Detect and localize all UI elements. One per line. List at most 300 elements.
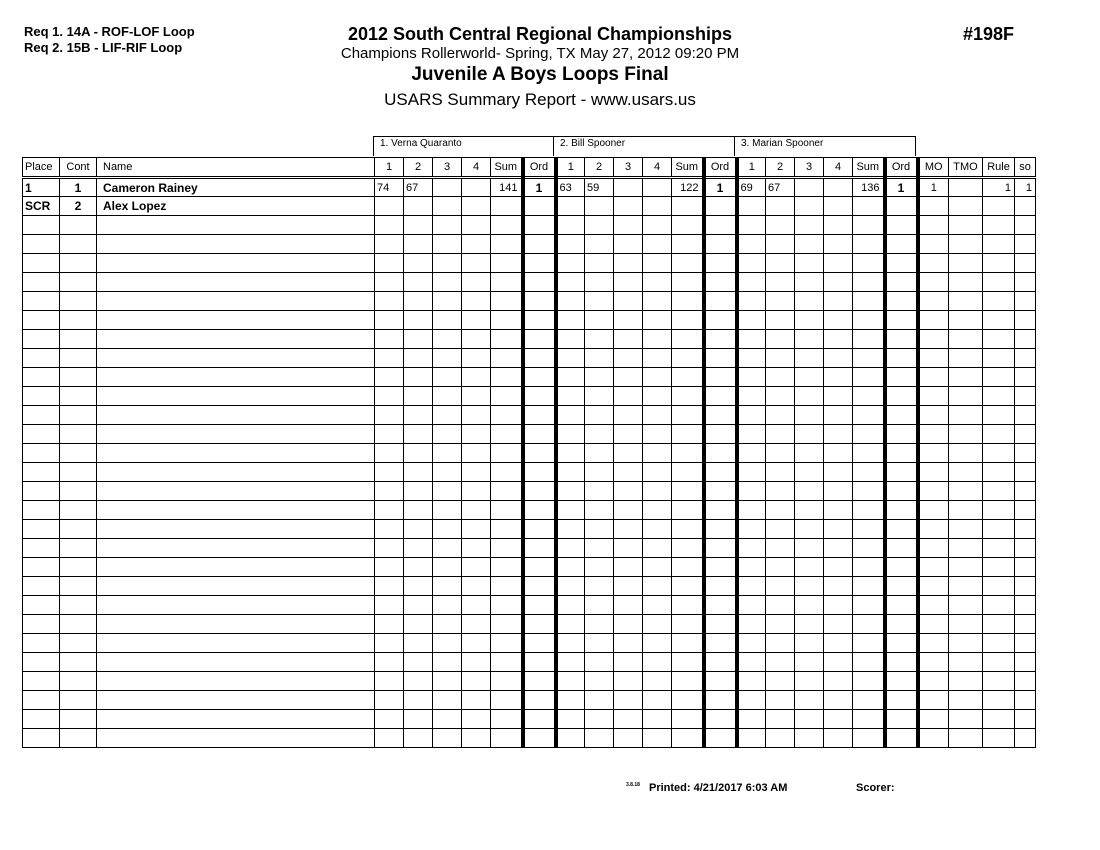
j1-score-6-cell: 1	[523, 178, 556, 197]
j1-score-5-cell	[491, 653, 523, 672]
j3-score-5-cell	[853, 311, 885, 330]
j2-score-1-cell	[556, 387, 585, 406]
rule-cell	[983, 577, 1015, 596]
tmo-cell	[949, 691, 983, 710]
j1-score-5-cell	[491, 501, 523, 520]
venue-date: Champions Rollerworld- Spring, TX May 27, 2012 09:20 PM	[340, 45, 740, 62]
j1-score-6-cell	[523, 368, 556, 387]
mo-cell	[918, 577, 949, 596]
col-j1-sum: Sum	[491, 158, 523, 178]
j1-score-2-cell	[404, 615, 433, 634]
j3-score-2-cell	[766, 425, 795, 444]
skater-name-cell	[97, 577, 375, 596]
so-cell	[1015, 235, 1036, 254]
rule-cell	[983, 482, 1015, 501]
skater-name-cell	[97, 216, 375, 235]
tmo-cell	[949, 254, 983, 273]
j1-score-2-cell	[404, 577, 433, 596]
j2-score-6-cell	[704, 330, 737, 349]
j2-score-2-cell	[585, 349, 614, 368]
j1-score-4-cell	[462, 387, 491, 406]
j2-score-5-cell	[672, 501, 704, 520]
j2-score-1-cell	[556, 254, 585, 273]
j2-score-3-cell	[614, 577, 643, 596]
so-cell	[1015, 216, 1036, 235]
j2-score-6-cell	[704, 254, 737, 273]
mo-cell: 1	[918, 178, 949, 197]
place-cell	[23, 349, 60, 368]
j1-score-2-cell	[404, 691, 433, 710]
j3-score-1-cell	[737, 349, 766, 368]
tmo-cell	[949, 577, 983, 596]
j1-score-3-cell	[433, 653, 462, 672]
j1-score-4-cell	[462, 596, 491, 615]
j2-score-2-cell	[585, 235, 614, 254]
j1-score-2-cell	[404, 634, 433, 653]
j3-score-1-cell	[737, 387, 766, 406]
j2-score-2-cell	[585, 596, 614, 615]
j1-score-1-cell	[375, 330, 404, 349]
tmo-cell	[949, 653, 983, 672]
skater-name-cell	[97, 311, 375, 330]
j3-score-1-cell	[737, 216, 766, 235]
j2-score-3-cell	[614, 311, 643, 330]
skater-name-cell	[97, 387, 375, 406]
tmo-cell	[949, 387, 983, 406]
table-row	[23, 691, 1036, 710]
j2-score-2-cell	[585, 520, 614, 539]
skater-name-cell	[97, 444, 375, 463]
col-cont: Cont	[60, 158, 97, 178]
j3-score-2-cell	[766, 444, 795, 463]
mo-cell	[918, 653, 949, 672]
j1-score-5-cell	[491, 691, 523, 710]
j2-score-3-cell	[614, 729, 643, 748]
j2-score-2-cell	[585, 387, 614, 406]
j3-score-2-cell	[766, 349, 795, 368]
j3-score-5-cell	[853, 273, 885, 292]
j3-score-6-cell	[885, 273, 918, 292]
rule-cell	[983, 520, 1015, 539]
j2-score-4-cell	[643, 653, 672, 672]
tmo-cell	[949, 729, 983, 748]
skater-name-cell	[97, 596, 375, 615]
place-cell	[23, 691, 60, 710]
tmo-cell	[949, 596, 983, 615]
j1-score-6-cell	[523, 254, 556, 273]
j3-score-1-cell	[737, 520, 766, 539]
j1-score-2-cell	[404, 729, 433, 748]
j1-score-4-cell	[462, 539, 491, 558]
j3-score-3-cell	[795, 406, 824, 425]
j2-score-2-cell	[585, 216, 614, 235]
skater-name-cell	[97, 482, 375, 501]
so-cell	[1015, 615, 1036, 634]
j2-score-1-cell	[556, 710, 585, 729]
j2-score-1-cell: 63	[556, 178, 585, 197]
j2-score-6-cell	[704, 539, 737, 558]
j2-score-4-cell	[643, 292, 672, 311]
j3-score-5-cell	[853, 444, 885, 463]
j2-score-5-cell	[672, 406, 704, 425]
j2-score-4-cell	[643, 406, 672, 425]
j2-score-5-cell	[672, 520, 704, 539]
j1-score-1-cell	[375, 311, 404, 330]
j2-score-3-cell	[614, 292, 643, 311]
j1-score-2-cell	[404, 273, 433, 292]
j3-score-6-cell	[885, 463, 918, 482]
j2-score-3-cell	[614, 710, 643, 729]
j2-score-1-cell	[556, 311, 585, 330]
j2-score-4-cell	[643, 710, 672, 729]
j3-score-4-cell	[824, 425, 853, 444]
j3-score-1-cell	[737, 558, 766, 577]
mo-cell	[918, 615, 949, 634]
j2-score-2-cell	[585, 368, 614, 387]
j1-score-6-cell	[523, 558, 556, 577]
cont-cell	[60, 425, 97, 444]
so-cell	[1015, 368, 1036, 387]
so-cell	[1015, 463, 1036, 482]
j2-score-3-cell	[614, 197, 643, 216]
j1-score-2-cell	[404, 672, 433, 691]
j1-score-4-cell	[462, 558, 491, 577]
j3-score-5-cell: 136	[853, 178, 885, 197]
table-row	[23, 254, 1036, 273]
j1-score-6-cell	[523, 482, 556, 501]
mo-cell	[918, 482, 949, 501]
table-row	[23, 387, 1036, 406]
j2-score-3-cell	[614, 235, 643, 254]
mo-cell	[918, 444, 949, 463]
j3-score-2-cell	[766, 558, 795, 577]
j2-score-6-cell	[704, 691, 737, 710]
j2-score-1-cell	[556, 349, 585, 368]
rule-cell	[983, 406, 1015, 425]
skater-name-cell	[97, 235, 375, 254]
j1-score-1-cell	[375, 273, 404, 292]
so-cell	[1015, 197, 1036, 216]
j2-score-5-cell	[672, 311, 704, 330]
j2-score-1-cell	[556, 501, 585, 520]
j1-score-1-cell	[375, 710, 404, 729]
tmo-cell	[949, 178, 983, 197]
j1-score-4-cell	[462, 349, 491, 368]
j1-score-5-cell	[491, 596, 523, 615]
j1-score-3-cell	[433, 729, 462, 748]
j3-score-3-cell	[795, 368, 824, 387]
mo-cell	[918, 292, 949, 311]
j1-score-6-cell	[523, 235, 556, 254]
mo-cell	[918, 235, 949, 254]
mo-cell	[918, 197, 949, 216]
col-j1-4: 4	[462, 158, 491, 178]
j3-score-6-cell	[885, 216, 918, 235]
j2-score-4-cell	[643, 520, 672, 539]
j2-score-5-cell	[672, 368, 704, 387]
j2-score-4-cell	[643, 273, 672, 292]
j3-score-4-cell	[824, 634, 853, 653]
place-cell	[23, 406, 60, 425]
j2-score-3-cell	[614, 520, 643, 539]
j3-score-2-cell	[766, 615, 795, 634]
table-row	[23, 368, 1036, 387]
skater-name-cell	[97, 558, 375, 577]
skater-name-cell	[97, 615, 375, 634]
j1-score-2-cell	[404, 349, 433, 368]
place-cell	[23, 254, 60, 273]
j3-score-5-cell	[853, 520, 885, 539]
j1-score-5-cell	[491, 292, 523, 311]
j3-score-4-cell	[824, 691, 853, 710]
j3-score-2-cell	[766, 292, 795, 311]
so-cell	[1015, 349, 1036, 368]
j2-score-1-cell	[556, 653, 585, 672]
j3-score-2-cell	[766, 672, 795, 691]
j3-score-5-cell	[853, 482, 885, 501]
j3-score-1-cell	[737, 235, 766, 254]
tmo-cell	[949, 292, 983, 311]
j2-score-1-cell	[556, 691, 585, 710]
j2-score-3-cell	[614, 387, 643, 406]
j3-score-6-cell	[885, 254, 918, 273]
j3-score-2-cell	[766, 520, 795, 539]
j1-score-5-cell	[491, 349, 523, 368]
j2-score-3-cell	[614, 482, 643, 501]
table-row	[23, 330, 1036, 349]
j3-score-6-cell: 1	[885, 178, 918, 197]
j3-score-2-cell	[766, 501, 795, 520]
j2-score-4-cell	[643, 672, 672, 691]
j1-score-4-cell	[462, 235, 491, 254]
j3-score-3-cell	[795, 425, 824, 444]
j2-score-5-cell	[672, 558, 704, 577]
j1-score-5-cell	[491, 425, 523, 444]
j3-score-3-cell	[795, 520, 824, 539]
j2-score-5-cell: 122	[672, 178, 704, 197]
j1-score-1-cell	[375, 387, 404, 406]
j3-score-3-cell	[795, 330, 824, 349]
j3-score-3-cell	[795, 463, 824, 482]
j1-score-3-cell	[433, 596, 462, 615]
j2-score-3-cell	[614, 178, 643, 197]
j1-score-2-cell	[404, 596, 433, 615]
j1-score-2-cell	[404, 482, 433, 501]
j1-score-5-cell	[491, 273, 523, 292]
j2-score-6-cell	[704, 235, 737, 254]
table-row	[23, 178, 1036, 197]
j2-score-5-cell	[672, 216, 704, 235]
j3-score-1-cell	[737, 691, 766, 710]
j3-score-1-cell	[737, 444, 766, 463]
j2-score-1-cell	[556, 596, 585, 615]
j1-score-6-cell	[523, 596, 556, 615]
col-j2-ord: Ord	[704, 158, 737, 178]
skater-name-cell: Cameron Rainey	[97, 178, 375, 197]
j2-score-4-cell	[643, 197, 672, 216]
j1-score-2-cell	[404, 463, 433, 482]
j3-score-4-cell	[824, 444, 853, 463]
j2-score-2-cell	[585, 444, 614, 463]
j2-score-5-cell	[672, 615, 704, 634]
j3-score-3-cell	[795, 691, 824, 710]
tmo-cell	[949, 501, 983, 520]
j2-score-6-cell	[704, 406, 737, 425]
cont-cell	[60, 634, 97, 653]
place-cell	[23, 539, 60, 558]
j1-score-3-cell	[433, 216, 462, 235]
mo-cell	[918, 539, 949, 558]
col-j1-1: 1	[375, 158, 404, 178]
tmo-cell	[949, 216, 983, 235]
rule-cell	[983, 558, 1015, 577]
j2-score-5-cell	[672, 444, 704, 463]
j2-score-5-cell	[672, 349, 704, 368]
tmo-cell	[949, 634, 983, 653]
j1-score-5-cell	[491, 577, 523, 596]
j2-score-5-cell	[672, 482, 704, 501]
j3-score-5-cell	[853, 425, 885, 444]
j3-score-3-cell	[795, 254, 824, 273]
j3-score-2-cell	[766, 216, 795, 235]
col-mo: MO	[918, 158, 949, 178]
cont-cell	[60, 349, 97, 368]
j2-score-4-cell	[643, 387, 672, 406]
so-cell	[1015, 653, 1036, 672]
j3-score-2-cell	[766, 634, 795, 653]
j1-score-4-cell	[462, 197, 491, 216]
j1-score-4-cell	[462, 463, 491, 482]
mo-cell	[918, 330, 949, 349]
col-j1-3: 3	[433, 158, 462, 178]
j3-score-1-cell	[737, 482, 766, 501]
j3-score-1-cell: 69	[737, 178, 766, 197]
so-cell: 1	[1015, 178, 1036, 197]
cont-cell	[60, 615, 97, 634]
j3-score-3-cell	[795, 729, 824, 748]
col-so: so	[1015, 158, 1036, 178]
j1-score-6-cell	[523, 672, 556, 691]
j2-score-4-cell	[643, 368, 672, 387]
place-cell	[23, 501, 60, 520]
tmo-cell	[949, 520, 983, 539]
cont-cell: 2	[60, 197, 97, 216]
j2-score-3-cell	[614, 615, 643, 634]
j2-score-2-cell	[585, 558, 614, 577]
place-cell	[23, 577, 60, 596]
j3-score-4-cell	[824, 216, 853, 235]
j3-score-2-cell	[766, 691, 795, 710]
j2-score-6-cell	[704, 482, 737, 501]
table-row	[23, 634, 1036, 653]
mo-cell	[918, 387, 949, 406]
skater-name-cell	[97, 254, 375, 273]
j2-score-3-cell	[614, 596, 643, 615]
mo-cell	[918, 691, 949, 710]
j2-score-6-cell	[704, 368, 737, 387]
j2-score-3-cell	[614, 539, 643, 558]
j1-score-3-cell	[433, 178, 462, 197]
j1-score-1-cell	[375, 615, 404, 634]
j1-score-5-cell	[491, 235, 523, 254]
j2-score-1-cell	[556, 634, 585, 653]
j3-score-6-cell	[885, 406, 918, 425]
j1-score-3-cell	[433, 425, 462, 444]
j2-score-3-cell	[614, 368, 643, 387]
j1-score-2-cell	[404, 425, 433, 444]
j1-score-4-cell	[462, 710, 491, 729]
j3-score-5-cell	[853, 501, 885, 520]
j3-score-5-cell	[853, 577, 885, 596]
table-row	[23, 406, 1036, 425]
j1-score-4-cell	[462, 520, 491, 539]
place-cell	[23, 634, 60, 653]
j3-score-2-cell	[766, 330, 795, 349]
j1-score-1-cell	[375, 235, 404, 254]
j3-score-1-cell	[737, 596, 766, 615]
so-cell	[1015, 596, 1036, 615]
j3-score-3-cell	[795, 710, 824, 729]
requirement-1: Req 1. 14A - ROF-LOF Loop	[24, 24, 195, 39]
table-row	[23, 577, 1036, 596]
table-row	[23, 710, 1036, 729]
j2-score-4-cell	[643, 349, 672, 368]
skater-name-cell	[97, 501, 375, 520]
cont-cell	[60, 672, 97, 691]
j1-score-1-cell	[375, 634, 404, 653]
col-name: Name	[97, 158, 375, 178]
j2-score-4-cell	[643, 634, 672, 653]
j3-score-5-cell	[853, 672, 885, 691]
j1-score-2-cell	[404, 501, 433, 520]
j1-score-4-cell	[462, 672, 491, 691]
j1-score-1-cell	[375, 596, 404, 615]
j3-score-3-cell	[795, 577, 824, 596]
j1-score-3-cell	[433, 520, 462, 539]
j2-score-1-cell	[556, 216, 585, 235]
j3-score-2-cell	[766, 729, 795, 748]
j3-score-2-cell	[766, 463, 795, 482]
col-j2-3: 3	[614, 158, 643, 178]
j2-score-2-cell	[585, 292, 614, 311]
j3-score-4-cell	[824, 501, 853, 520]
j2-score-5-cell	[672, 710, 704, 729]
j1-score-4-cell	[462, 425, 491, 444]
skater-name-cell	[97, 729, 375, 748]
cont-cell	[60, 482, 97, 501]
j1-score-5-cell	[491, 672, 523, 691]
j2-score-4-cell	[643, 311, 672, 330]
j3-score-6-cell	[885, 368, 918, 387]
j3-score-3-cell	[795, 273, 824, 292]
cont-cell	[60, 558, 97, 577]
j3-score-1-cell	[737, 653, 766, 672]
j3-score-3-cell	[795, 615, 824, 634]
table-row	[23, 558, 1036, 577]
j3-score-3-cell	[795, 634, 824, 653]
table-row	[23, 349, 1036, 368]
table-row	[23, 539, 1036, 558]
j2-score-2-cell	[585, 710, 614, 729]
rule-cell	[983, 463, 1015, 482]
cont-cell	[60, 501, 97, 520]
place-cell	[23, 482, 60, 501]
tmo-cell	[949, 425, 983, 444]
j3-score-2-cell	[766, 710, 795, 729]
j1-score-6-cell	[523, 425, 556, 444]
j3-score-5-cell	[853, 197, 885, 216]
col-j3-4: 4	[824, 158, 853, 178]
